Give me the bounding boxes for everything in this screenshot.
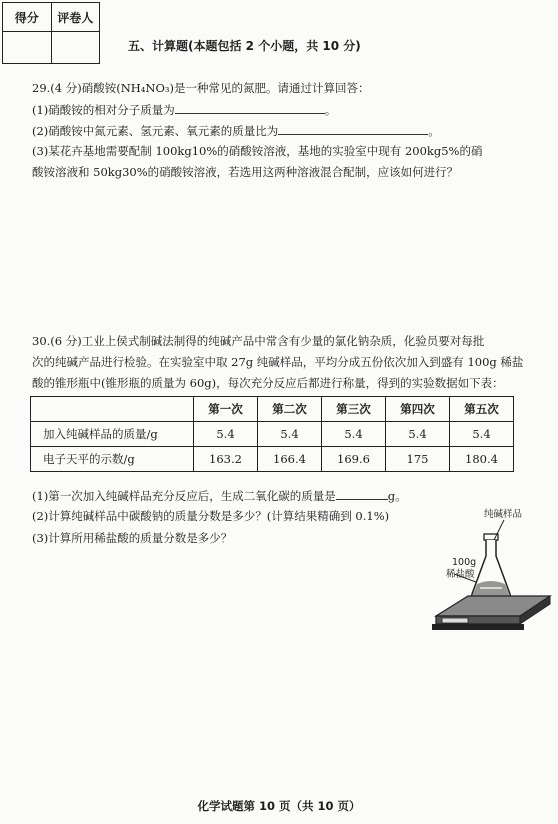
table-row-label: 加入纯碱样品的质量/g xyxy=(31,422,194,447)
table-cell: 175 xyxy=(386,447,450,472)
q29-part2-blank[interactable] xyxy=(278,122,428,135)
q30-part3: (3)计算所用稀盐酸的质量分数是多少？ xyxy=(32,531,233,545)
section-title: 五、计算题(本题包括 2 个小题，共 10 分) xyxy=(128,39,361,53)
q29-answer-area[interactable] xyxy=(30,188,530,328)
page-footer: 化学试题第 10 页（共 10 页） xyxy=(197,799,361,813)
q29-part1-text: (1)硝酸铵的相对分子质量为 xyxy=(32,103,175,117)
table-cell: 5.4 xyxy=(258,422,322,447)
score-label: 得分 xyxy=(3,3,52,31)
reviewer-label: 评卷人 xyxy=(57,10,94,25)
electronic-balance-icon xyxy=(432,596,550,630)
q29-part1-end: 。 xyxy=(324,103,337,117)
table-row xyxy=(31,447,514,472)
table-header-cell: 第二次 xyxy=(258,397,322,422)
figure-sample-label: 纯碱样品 xyxy=(484,509,523,520)
acid-leader-line xyxy=(454,574,476,582)
table-cell: 5.4 xyxy=(386,422,450,447)
table-cell: 163.2 xyxy=(194,447,258,472)
q30-part1-end: g。 xyxy=(387,489,407,503)
q29-part2-end: 。 xyxy=(428,124,440,138)
q29-part2 xyxy=(32,122,440,139)
table-header-row xyxy=(31,397,514,422)
table-corner-cell xyxy=(31,397,194,422)
q29-part1 xyxy=(32,101,336,118)
sample-leader-line xyxy=(494,520,504,540)
table-header-cell: 第三次 xyxy=(322,397,386,422)
q29-part3-line1: (3)某花卉基地需要配制 100kg10%的硝酸铵溶液，基地的实验室中现有 200kg5%的硝 xyxy=(32,144,483,158)
score-cell[interactable] xyxy=(3,32,52,63)
q29-part1-blank[interactable] xyxy=(175,101,325,114)
flask-icon xyxy=(472,534,510,598)
q30-part1-blank[interactable] xyxy=(336,487,388,500)
q30-part1 xyxy=(32,487,407,504)
q29-part2-text: (2)硝酸铵中氮元素、氢元素、氧元素的质量比为 xyxy=(32,124,279,138)
figure-acid-label: 稀盐酸 xyxy=(446,569,475,580)
balance-flask-figure xyxy=(428,512,552,636)
q29-stem: 29.(4 分)硝酸铵(NH₄NO₃)是一种常见的氮肥。请通过计算回答： xyxy=(32,81,370,95)
table-cell: 180.4 xyxy=(450,447,514,472)
figure-acid-amount: 100g xyxy=(452,557,477,568)
q30-part2: (2)计算纯碱样品中碳酸钠的质量分数是多少？(计算结果精确到 0.1%) xyxy=(32,509,390,523)
table-header-cell: 第五次 xyxy=(450,397,514,422)
table-row-label: 电子天平的示数/g xyxy=(31,447,194,472)
q30-line3: 酸的锥形瓶中(锥形瓶的质量为 60g)，每次充分反应后都进行称量，得到的实验数据如下表： xyxy=(32,376,504,390)
table-cell: 5.4 xyxy=(450,422,514,447)
table-cell: 169.6 xyxy=(322,447,386,472)
q30-line1: 30.(6 分)工业上侯式制碱法制得的纯碱产品中常含有少量的氯化钠杂质，化验员要对每批 xyxy=(32,334,485,348)
q30-part1-text: (1)第一次加入纯碱样品充分反应后，生成二氧化碳的质量是 xyxy=(32,489,336,503)
table-header-cell: 第四次 xyxy=(386,397,450,422)
table-cell: 166.4 xyxy=(258,447,322,472)
table-row xyxy=(31,422,514,447)
table-cell: 5.4 xyxy=(322,422,386,447)
score-box xyxy=(2,2,100,64)
table-header-cell: 第一次 xyxy=(194,397,258,422)
data-table xyxy=(30,396,514,472)
q30-line2: 次的纯碱产品进行检验。在实验室中取 27g 纯碱样品，平均分成五份依次加入到盛有 100g 稀盐 xyxy=(32,355,524,369)
table-cell: 5.4 xyxy=(194,422,258,447)
q29-part3-line2: 酸铵溶液和 50kg30%的硝酸铵溶液，若选用这两种溶液混合配制，应该如何进行？ xyxy=(32,165,459,179)
reviewer-cell[interactable] xyxy=(52,32,100,63)
